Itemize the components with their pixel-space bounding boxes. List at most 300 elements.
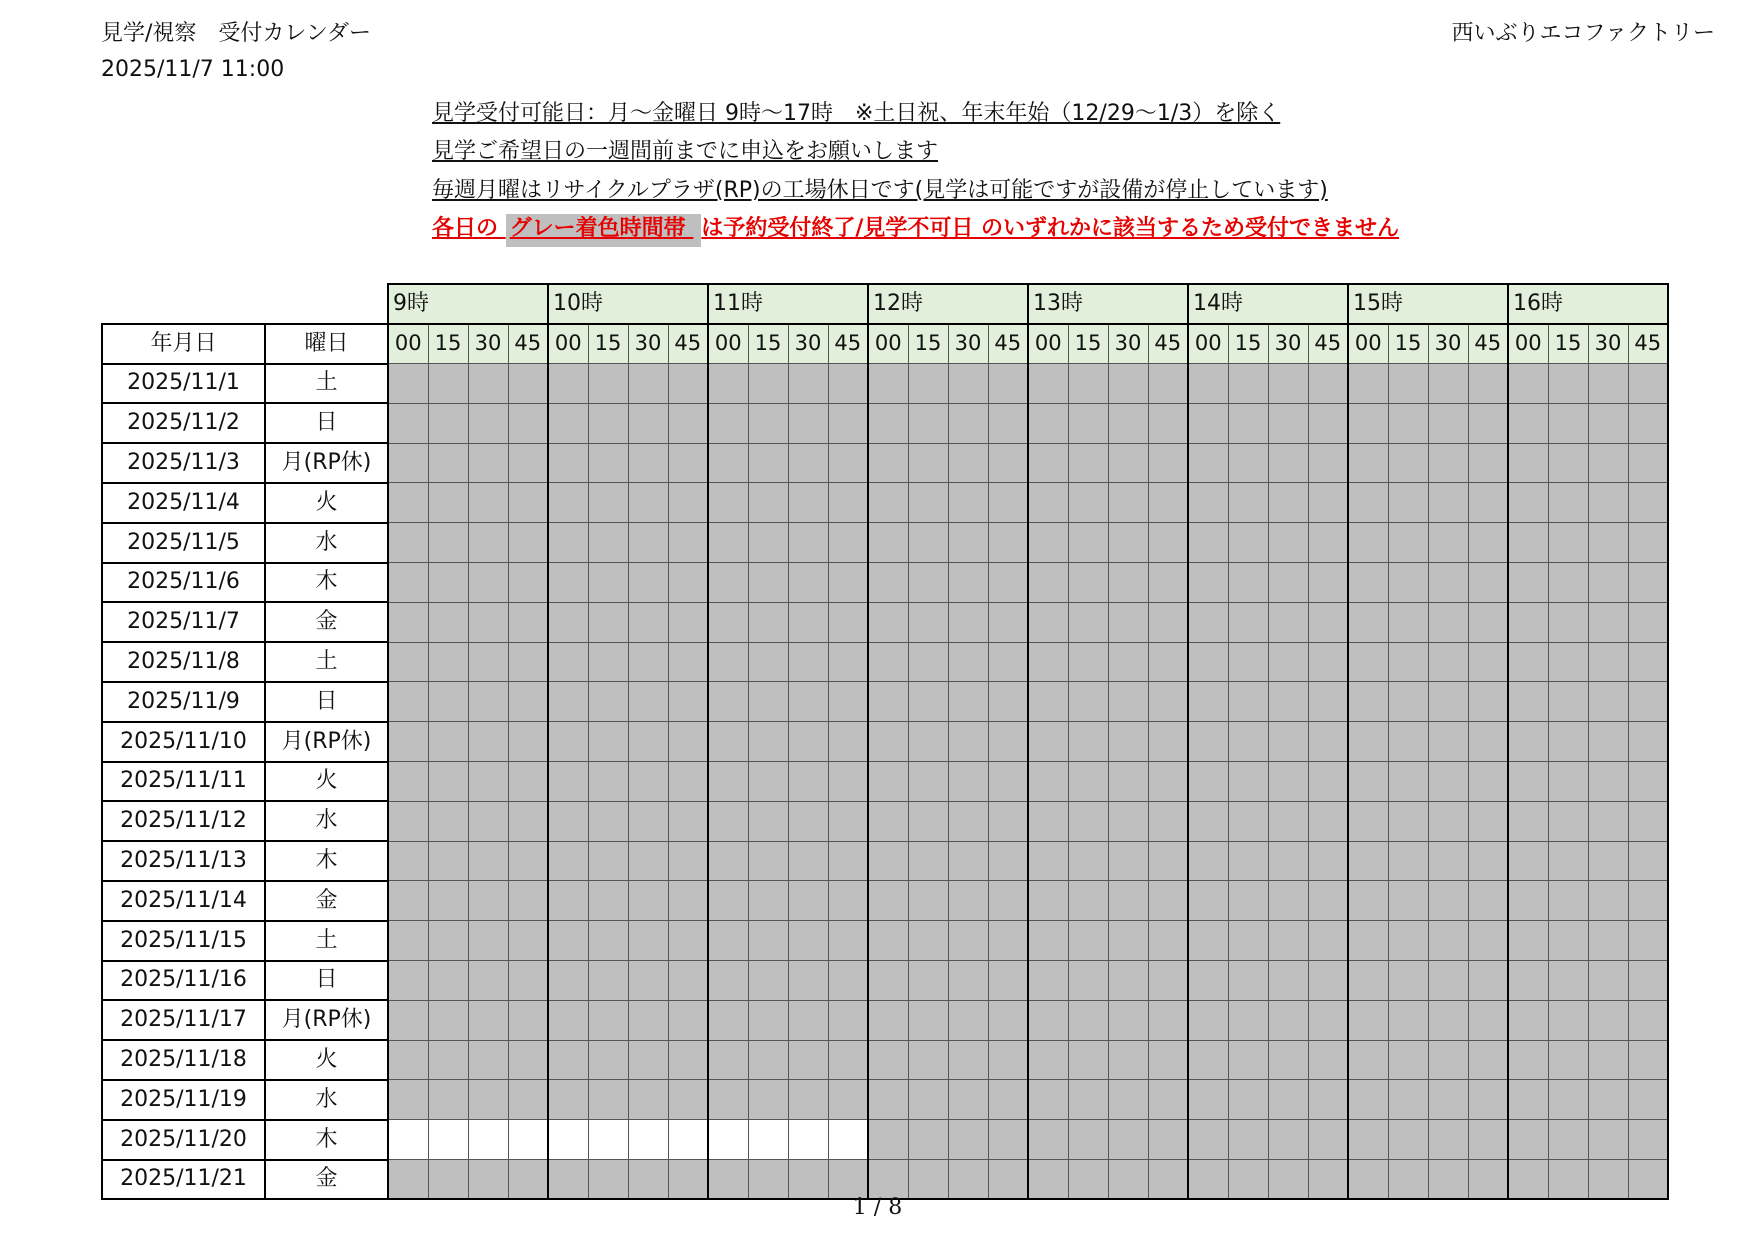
time-slot-closed (828, 722, 868, 762)
date-cell: 2025/11/21 (102, 1160, 265, 1200)
time-slot-closed (548, 881, 588, 921)
time-slot-closed (588, 1040, 628, 1080)
time-slot-closed (428, 1160, 468, 1200)
date-cell: 2025/11/12 (102, 801, 265, 841)
time-slot-closed (508, 523, 548, 563)
time-slot-closed (1228, 722, 1268, 762)
time-slot-closed (1588, 841, 1628, 881)
time-slot-closed (1628, 841, 1668, 881)
time-slot-closed (1308, 801, 1348, 841)
time-slot-closed (708, 1160, 748, 1200)
calendar-row (102, 483, 1668, 523)
minute-header: 00 (708, 324, 748, 364)
time-slot-closed (508, 841, 548, 881)
time-slot-closed (1348, 364, 1388, 404)
time-slot-closed (1468, 762, 1508, 802)
time-slot-closed (1388, 881, 1428, 921)
time-slot-closed (908, 483, 948, 523)
time-slot-closed (1308, 642, 1348, 682)
time-slot-closed (428, 642, 468, 682)
time-slot-closed (1068, 523, 1108, 563)
time-slot-closed (988, 364, 1028, 404)
time-slot-open[interactable] (388, 1120, 428, 1160)
time-slot-closed (948, 483, 988, 523)
time-slot-closed (388, 961, 428, 1001)
time-slot-closed (628, 801, 668, 841)
time-slot-open[interactable] (588, 1120, 628, 1160)
time-slot-closed (948, 961, 988, 1001)
time-slot-closed (908, 523, 948, 563)
calendar-row (102, 762, 1668, 802)
time-slot-closed (1468, 403, 1508, 443)
minute-header: 30 (1428, 324, 1468, 364)
time-slot-closed (1628, 602, 1668, 642)
time-slot-closed (508, 403, 548, 443)
time-slot-closed (1468, 682, 1508, 722)
time-slot-closed (748, 483, 788, 523)
time-slot-closed (1588, 563, 1628, 603)
time-slot-closed (828, 841, 868, 881)
time-slot-closed (788, 722, 828, 762)
minute-header: 45 (1308, 324, 1348, 364)
time-slot-closed (828, 762, 868, 802)
time-slot-closed (1548, 1000, 1588, 1040)
time-slot-closed (508, 563, 548, 603)
time-slot-closed (468, 841, 508, 881)
time-slot-closed (548, 563, 588, 603)
time-slot-closed (1228, 1160, 1268, 1200)
time-slot-closed (708, 602, 748, 642)
time-slot-closed (428, 364, 468, 404)
time-slot-closed (468, 642, 508, 682)
time-slot-closed (1028, 1000, 1068, 1040)
time-slot-closed (548, 1000, 588, 1040)
time-slot-closed (1588, 1000, 1628, 1040)
time-slot-closed (1188, 722, 1228, 762)
time-slot-closed (1548, 841, 1588, 881)
note-apply-deadline: 見学ご希望日の一週間前までに申込をお願いします (432, 139, 939, 164)
date-cell: 2025/11/18 (102, 1040, 265, 1080)
minute-header: 15 (1228, 324, 1268, 364)
time-slot-closed (788, 1040, 828, 1080)
time-slot-closed (1628, 801, 1668, 841)
minute-header: 00 (1508, 324, 1548, 364)
minute-header: 45 (1468, 324, 1508, 364)
time-slot-open[interactable] (428, 1120, 468, 1160)
calendar-row (102, 961, 1668, 1001)
time-slot-closed (708, 523, 748, 563)
time-slot-closed (988, 722, 1028, 762)
time-slot-open[interactable] (828, 1120, 868, 1160)
time-slot-closed (708, 1040, 748, 1080)
time-slot-closed (1588, 682, 1628, 722)
time-slot-closed (628, 642, 668, 682)
time-slot-closed (1548, 364, 1588, 404)
time-slot-closed (828, 642, 868, 682)
time-slot-closed (1308, 1040, 1348, 1080)
time-slot-closed (668, 443, 708, 483)
time-slot-closed (1388, 801, 1428, 841)
time-slot-closed (1428, 801, 1468, 841)
time-slot-closed (1588, 762, 1628, 802)
hour-header: 11時 (708, 284, 868, 324)
time-slot-closed (668, 841, 708, 881)
time-slot-closed (1308, 921, 1348, 961)
time-slot-closed (1228, 841, 1268, 881)
time-slot-closed (1468, 722, 1508, 762)
date-cell: 2025/11/3 (102, 443, 265, 483)
time-slot-closed (1508, 1120, 1548, 1160)
time-slot-closed (1068, 1080, 1108, 1120)
time-slot-open[interactable] (668, 1120, 708, 1160)
time-slot-closed (1068, 1040, 1108, 1080)
minute-header-row (102, 324, 1668, 364)
time-slot-closed (1508, 364, 1548, 404)
minute-header: 00 (1348, 324, 1388, 364)
time-slot-closed (1028, 921, 1068, 961)
time-slot-closed (1548, 762, 1588, 802)
time-slot-closed (1348, 443, 1388, 483)
time-slot-closed (388, 801, 428, 841)
hour-header: 14時 (1188, 284, 1348, 324)
time-slot-closed (1468, 563, 1508, 603)
time-slot-closed (1348, 1040, 1388, 1080)
time-slot-closed (868, 403, 908, 443)
time-slot-closed (1028, 1160, 1068, 1200)
time-slot-closed (668, 1160, 708, 1200)
time-slot-closed (708, 483, 748, 523)
time-slot-closed (1508, 483, 1548, 523)
calendar-row (102, 563, 1668, 603)
time-slot-closed (1548, 961, 1588, 1001)
time-slot-closed (828, 921, 868, 961)
calendar-row (102, 1160, 1668, 1200)
time-slot-closed (428, 563, 468, 603)
time-slot-closed (1268, 841, 1308, 881)
time-slot-closed (428, 403, 468, 443)
time-slot-closed (1068, 1160, 1108, 1200)
weekday-cell: 火 (265, 762, 388, 802)
time-slot-closed (708, 403, 748, 443)
time-slot-closed (468, 563, 508, 603)
time-slot-closed (828, 563, 868, 603)
time-slot-closed (1108, 483, 1148, 523)
time-slot-closed (1268, 961, 1308, 1001)
time-slot-closed (1188, 403, 1228, 443)
time-slot-closed (1348, 602, 1388, 642)
time-slot-closed (1548, 602, 1588, 642)
time-slot-closed (1508, 443, 1548, 483)
time-slot-closed (988, 961, 1028, 1001)
minute-header: 15 (1068, 324, 1108, 364)
time-slot-closed (1268, 563, 1308, 603)
time-slot-closed (1268, 443, 1308, 483)
time-slot-closed (1348, 483, 1388, 523)
time-slot-closed (1548, 1160, 1588, 1200)
time-slot-closed (908, 722, 948, 762)
time-slot-closed (1228, 523, 1268, 563)
time-slot-closed (1068, 602, 1108, 642)
time-slot-closed (1388, 1040, 1428, 1080)
time-slot-closed (748, 1080, 788, 1120)
time-slot-closed (388, 881, 428, 921)
time-slot-closed (948, 1160, 988, 1200)
time-slot-closed (1388, 483, 1428, 523)
time-slot-closed (1388, 523, 1428, 563)
time-slot-closed (1228, 961, 1268, 1001)
time-slot-closed (1108, 682, 1148, 722)
time-slot-closed (748, 642, 788, 682)
time-slot-closed (1068, 403, 1108, 443)
time-slot-closed (748, 881, 788, 921)
time-slot-closed (1348, 722, 1388, 762)
time-slot-closed (908, 921, 948, 961)
time-slot-open[interactable] (628, 1120, 668, 1160)
time-slot-closed (388, 1000, 428, 1040)
time-slot-closed (628, 961, 668, 1001)
weekday-cell: 日 (265, 961, 388, 1001)
calendar-row (102, 642, 1668, 682)
time-slot-closed (668, 1040, 708, 1080)
time-slot-open[interactable] (468, 1120, 508, 1160)
time-slot-closed (1188, 563, 1228, 603)
time-slot-closed (1148, 1080, 1188, 1120)
weekday-cell: 火 (265, 1040, 388, 1080)
time-slot-closed (508, 364, 548, 404)
time-slot-closed (1588, 722, 1628, 762)
time-slot-open[interactable] (708, 1120, 748, 1160)
time-slot-closed (388, 602, 428, 642)
time-slot-closed (788, 1000, 828, 1040)
time-slot-closed (1388, 403, 1428, 443)
time-slot-closed (908, 841, 948, 881)
time-slot-closed (468, 682, 508, 722)
time-slot-closed (508, 801, 548, 841)
page-title: 見学/視察 受付カレンダー (101, 21, 371, 46)
time-slot-closed (1508, 921, 1548, 961)
time-slot-closed (1348, 523, 1388, 563)
time-slot-closed (428, 523, 468, 563)
time-slot-closed (868, 961, 908, 1001)
time-slot-closed (508, 921, 548, 961)
time-slot-closed (868, 881, 908, 921)
time-slot-closed (1028, 841, 1068, 881)
time-slot-closed (1508, 1000, 1548, 1040)
time-slot-closed (1188, 1000, 1228, 1040)
time-slot-closed (1228, 682, 1268, 722)
date-cell: 2025/11/4 (102, 483, 265, 523)
time-slot-closed (1188, 801, 1228, 841)
time-slot-closed (1508, 403, 1548, 443)
time-slot-closed (1148, 762, 1188, 802)
time-slot-closed (1268, 1040, 1308, 1080)
time-slot-closed (1308, 961, 1348, 1001)
time-slot-closed (1588, 1040, 1628, 1080)
time-slot-closed (1508, 602, 1548, 642)
minute-header: 15 (1548, 324, 1588, 364)
time-slot-closed (1108, 1120, 1148, 1160)
time-slot-closed (948, 364, 988, 404)
time-slot-closed (1548, 881, 1588, 921)
time-slot-closed (988, 682, 1028, 722)
time-slot-closed (668, 403, 708, 443)
time-slot-closed (1308, 1080, 1348, 1120)
time-slot-closed (1308, 722, 1348, 762)
time-slot-closed (668, 563, 708, 603)
time-slot-closed (548, 961, 588, 1001)
weekday-cell: 土 (265, 364, 388, 404)
time-slot-closed (708, 642, 748, 682)
time-slot-open[interactable] (548, 1120, 588, 1160)
time-slot-closed (828, 483, 868, 523)
time-slot-closed (1588, 1080, 1628, 1120)
time-slot-closed (1628, 762, 1668, 802)
time-slot-closed (1188, 841, 1228, 881)
weekday-cell: 日 (265, 403, 388, 443)
time-slot-closed (1348, 762, 1388, 802)
time-slot-closed (388, 841, 428, 881)
time-slot-closed (1468, 602, 1508, 642)
time-slot-closed (1268, 403, 1308, 443)
time-slot-closed (1388, 1160, 1428, 1200)
time-slot-closed (1308, 403, 1348, 443)
time-slot-closed (748, 364, 788, 404)
time-slot-closed (788, 961, 828, 1001)
reservation-calendar (101, 283, 1669, 1200)
time-slot-closed (428, 483, 468, 523)
time-slot-open[interactable] (788, 1120, 828, 1160)
time-slot-closed (1308, 364, 1348, 404)
time-slot-closed (1228, 1080, 1268, 1120)
date-cell: 2025/11/14 (102, 881, 265, 921)
time-slot-closed (1388, 602, 1428, 642)
date-cell: 2025/11/11 (102, 762, 265, 802)
time-slot-closed (588, 801, 628, 841)
time-slot-closed (1508, 1080, 1548, 1120)
time-slot-closed (1188, 762, 1228, 802)
time-slot-closed (908, 1120, 948, 1160)
weekday-cell: 月(RP休) (265, 443, 388, 483)
time-slot-closed (988, 403, 1028, 443)
time-slot-closed (948, 602, 988, 642)
time-slot-closed (1348, 563, 1388, 603)
time-slot-closed (868, 1120, 908, 1160)
time-slot-closed (948, 403, 988, 443)
time-slot-closed (1588, 523, 1628, 563)
time-slot-closed (1148, 1040, 1188, 1080)
time-slot-closed (1428, 762, 1468, 802)
time-slot-closed (548, 1160, 588, 1200)
time-slot-closed (1148, 921, 1188, 961)
time-slot-closed (1188, 642, 1228, 682)
time-slot-closed (1228, 921, 1268, 961)
time-slot-closed (1068, 443, 1108, 483)
time-slot-closed (1268, 1160, 1308, 1200)
time-slot-closed (748, 722, 788, 762)
time-slot-closed (668, 523, 708, 563)
time-slot-closed (428, 841, 468, 881)
time-slot-closed (868, 1000, 908, 1040)
time-slot-closed (1428, 841, 1468, 881)
time-slot-closed (1068, 364, 1108, 404)
time-slot-closed (1148, 841, 1188, 881)
weekday-cell: 木 (265, 1120, 388, 1160)
time-slot-closed (1148, 523, 1188, 563)
time-slot-closed (1588, 642, 1628, 682)
weekday-cell: 金 (265, 881, 388, 921)
time-slot-closed (748, 523, 788, 563)
time-slot-closed (1468, 1120, 1508, 1160)
time-slot-closed (748, 921, 788, 961)
time-slot-closed (588, 563, 628, 603)
date-cell: 2025/11/20 (102, 1120, 265, 1160)
time-slot-closed (988, 642, 1028, 682)
time-slot-closed (1148, 682, 1188, 722)
time-slot-closed (508, 483, 548, 523)
time-slot-open[interactable] (508, 1120, 548, 1160)
time-slot-closed (1548, 563, 1588, 603)
weekday-cell: 金 (265, 602, 388, 642)
time-slot-closed (468, 722, 508, 762)
time-slot-closed (1148, 483, 1188, 523)
time-slot-closed (908, 1000, 948, 1040)
time-slot-closed (948, 921, 988, 961)
time-slot-closed (1108, 443, 1148, 483)
time-slot-closed (428, 921, 468, 961)
time-slot-closed (988, 523, 1028, 563)
time-slot-closed (508, 602, 548, 642)
minute-header: 45 (1148, 324, 1188, 364)
minute-header: 45 (828, 324, 868, 364)
time-slot-closed (1028, 722, 1068, 762)
calendar-row (102, 403, 1668, 443)
time-slot-closed (1548, 1080, 1588, 1120)
time-slot-closed (628, 1080, 668, 1120)
time-slot-closed (1308, 762, 1348, 802)
time-slot-closed (908, 403, 948, 443)
time-slot-closed (868, 602, 908, 642)
time-slot-closed (868, 801, 908, 841)
time-slot-closed (828, 443, 868, 483)
time-slot-closed (388, 364, 428, 404)
time-slot-closed (1468, 443, 1508, 483)
time-slot-closed (988, 483, 1028, 523)
date-column-header: 年月日 (102, 324, 265, 364)
time-slot-closed (428, 443, 468, 483)
organization-name: 西いぶりエコファクトリー (1451, 21, 1715, 46)
time-slot-closed (828, 961, 868, 1001)
time-slot-closed (1468, 642, 1508, 682)
time-slot-closed (1508, 801, 1548, 841)
time-slot-closed (708, 563, 748, 603)
time-slot-closed (988, 762, 1028, 802)
time-slot-closed (948, 801, 988, 841)
time-slot-closed (1588, 1160, 1628, 1200)
time-slot-open[interactable] (748, 1120, 788, 1160)
weekday-cell: 木 (265, 841, 388, 881)
time-slot-closed (628, 443, 668, 483)
time-slot-closed (1028, 642, 1068, 682)
time-slot-closed (1548, 642, 1588, 682)
time-slot-closed (1108, 602, 1148, 642)
time-slot-closed (788, 364, 828, 404)
date-cell: 2025/11/10 (102, 722, 265, 762)
weekday-cell: 土 (265, 921, 388, 961)
time-slot-closed (1028, 403, 1068, 443)
time-slot-closed (988, 1000, 1028, 1040)
time-slot-closed (788, 762, 828, 802)
time-slot-closed (1388, 921, 1428, 961)
